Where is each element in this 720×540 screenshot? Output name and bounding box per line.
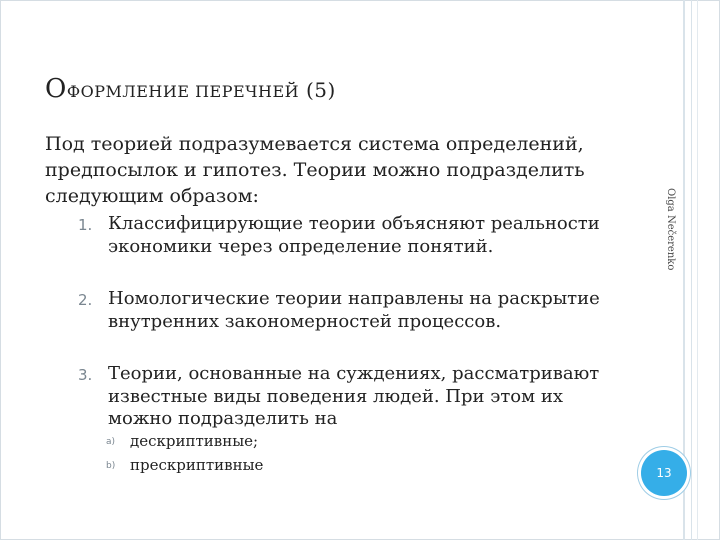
sub-item-text: прескриптивные: [130, 456, 264, 474]
decorative-rail: [683, 0, 685, 540]
list-item-text: Классифицирующие теории объясняют реальности экономики через определение понятий.: [108, 213, 600, 257]
list-number: 3.: [78, 366, 93, 384]
sub-item-text: дескриптивные;: [130, 432, 259, 450]
decorative-rail: [697, 0, 698, 540]
page-number-badge: [641, 450, 687, 496]
list-number: 2.: [78, 291, 93, 309]
list-number: 1.: [78, 216, 93, 234]
list-item-text: Номологические теории направлены на раскрытие внутренних закономерностей процессов.: [108, 288, 600, 332]
page-number: 13: [656, 466, 672, 480]
title-rest: ФОРМЛЕНИЕ ПЕРЕЧНЕЙ: [66, 82, 300, 101]
sub-letter: a): [106, 437, 116, 447]
slide-title: [45, 74, 336, 104]
title-first-letter: О: [45, 74, 67, 104]
author-name: Olga Nečerenko: [665, 188, 676, 271]
intro-paragraph: Под теорией подразумевается система определений, предпосылок и гипотез. Теории можно подразделить следующим образом:: [45, 133, 585, 207]
decorative-rail: [691, 0, 692, 540]
title-suffix: (5): [299, 78, 336, 102]
list-item-text: Теории, основанные на суждениях, рассматривают известные виды поведения людей. При этом их можно подразделить на: [108, 363, 600, 429]
author-label: [665, 188, 683, 288]
sub-letter: b): [106, 461, 116, 471]
